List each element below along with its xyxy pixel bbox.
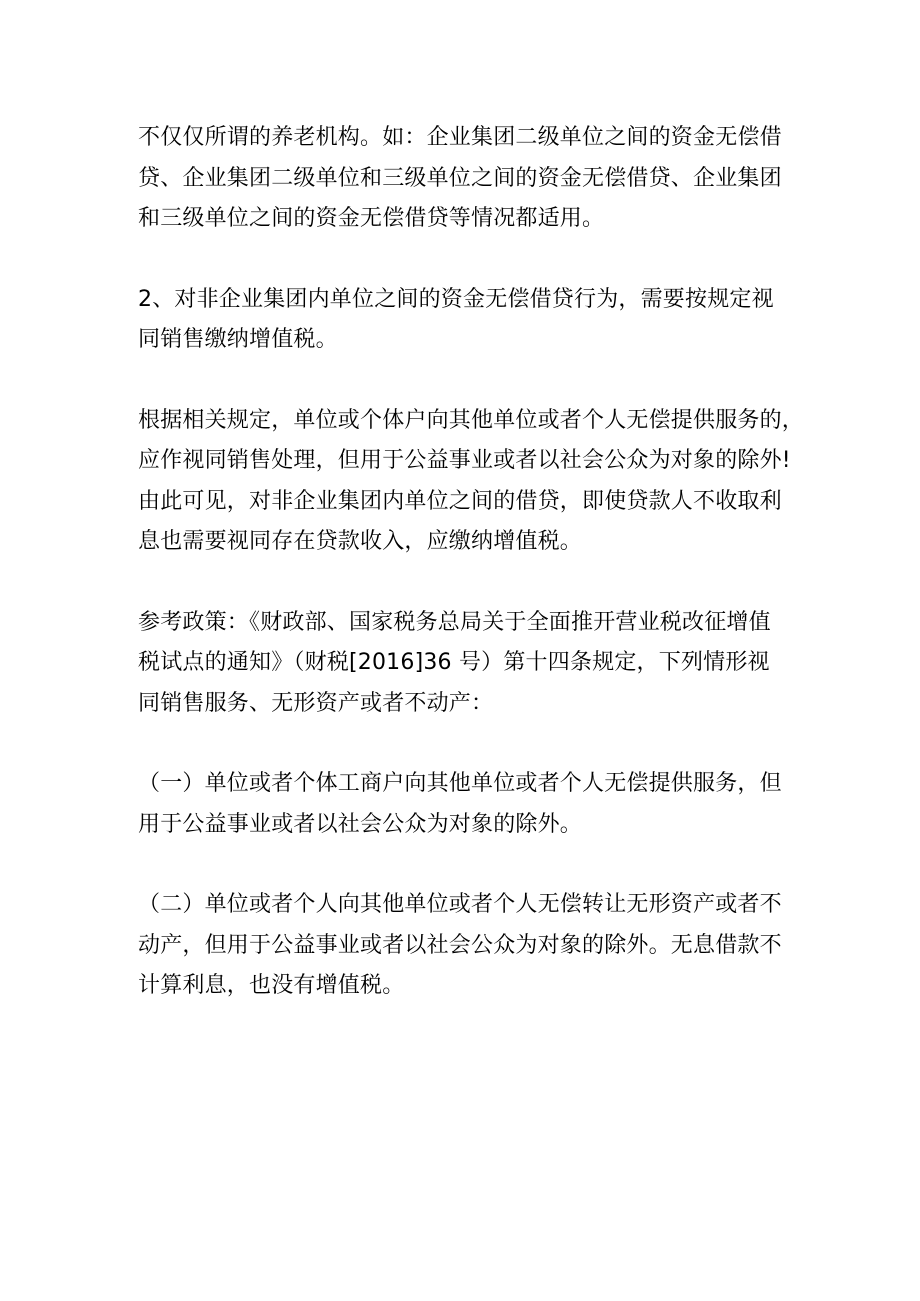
paragraph-item-2 (138, 885, 810, 1007)
text-line: 应作视同销售处理，但用于公益事业或者以社会公众为对象的除外! (138, 448, 791, 473)
text-line: 同销售缴纳增值税。 (138, 327, 338, 352)
paragraph-point-2 (138, 280, 810, 361)
text-line: 2、对非企业集团内单位之间的资金无偿借贷行为，需要按规定视 (138, 286, 774, 312)
text-line: 贷、企业集团二级单位和三级单位之间的资金无偿借贷、企业集团 (138, 165, 782, 191)
paragraph-legal-basis (138, 401, 810, 563)
paragraph-item-1 (138, 764, 810, 845)
text-line: 不仅仅所谓的养老机构。如：企业集团二级单位之间的资金无偿借 (138, 125, 782, 150)
text-line: 用于公益事业或者以社会公众为对象的除外。 (138, 811, 583, 837)
text-line: 同销售服务、无形资产或者不动产： (138, 690, 494, 716)
text-line: （二）单位或者个人向其他单位或者个人无偿转让无形资产或者不 (138, 892, 782, 917)
text-line: 税试点的通知》（财税[2016]36 号）第十四条规定，下列情形视 (138, 650, 770, 675)
text-line: 息也需要视同存在贷款收入，应缴纳增值税。 (138, 529, 583, 554)
text-line: 根据相关规定，单位或个体户向其他单位或者个人无偿提供服务的， (138, 407, 805, 433)
paragraph-scope-of-application (138, 118, 810, 240)
text-line: 参考政策：《财政部、国家税务总局关于全面推开营业税改征增值 (138, 609, 771, 635)
text-line: 动产，但用于公益事业或者以社会公众为对象的除外。无息借款不 (138, 932, 782, 958)
text-line: （一）单位或者个体工商户向其他单位或者个人无偿提供服务，但 (138, 771, 782, 796)
text-line: 计算利息，也没有增值税。 (138, 973, 405, 998)
text-line: 由此可见，对非企业集团内单位之间的借贷，即使贷款人不收取利 (138, 488, 782, 514)
text-line: 和三级单位之间的资金无偿借贷等情况都适用。 (138, 206, 605, 231)
paragraph-reference-policy (138, 603, 810, 725)
